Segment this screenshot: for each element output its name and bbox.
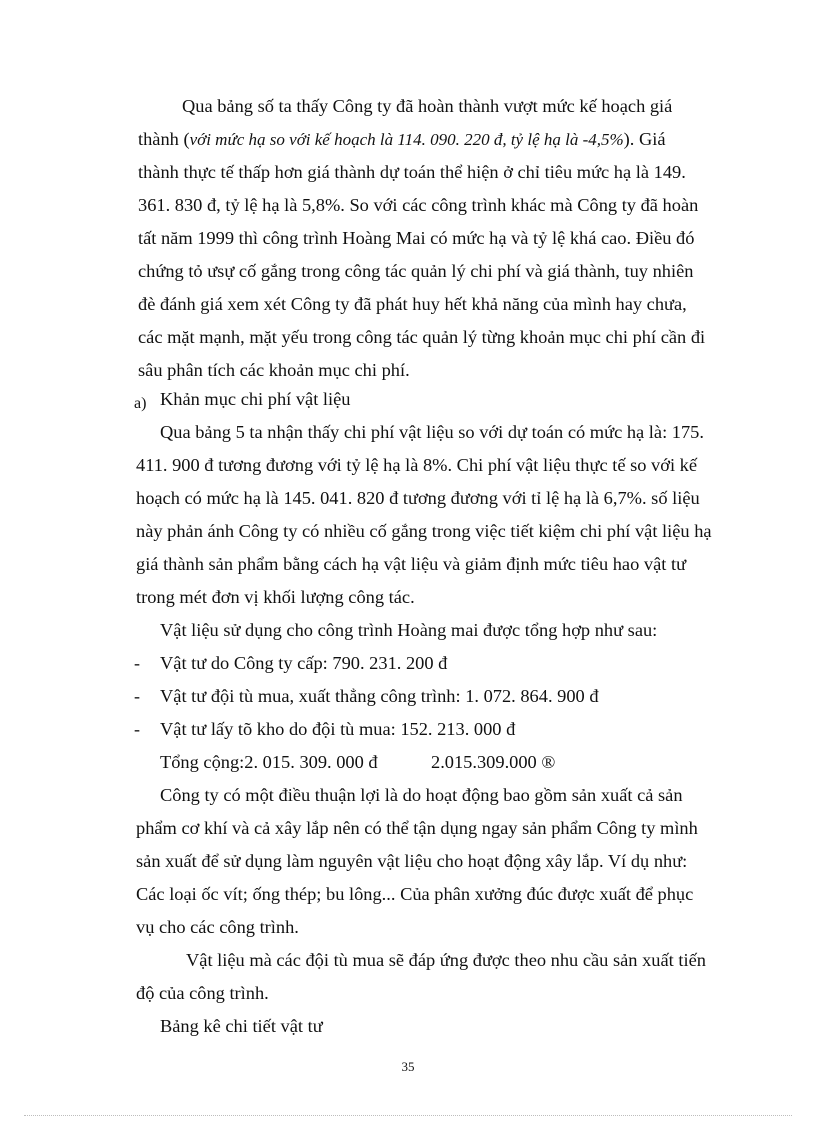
list-bullet: - — [134, 686, 140, 706]
paragraph-line: Qua bảng 5 ta nhận thấy chi phí vật liệu so với dự toán có mức hạ là: 175. — [160, 422, 704, 442]
paragraph-line: hoạch có mức hạ là 145. 041. 820 đ tương đương với tỉ lệ hạ là 6,7%. số liệu — [136, 488, 700, 508]
footer-divider — [24, 1115, 792, 1116]
paragraph-line: 361. 830 đ, tỷ lệ hạ là 5,8%. So với các công trình khác mà Công ty đã hoàn — [138, 195, 699, 215]
page-number: 35 — [401, 1059, 415, 1074]
paragraph-line: Công ty có một điều thuận lợi là do hoạt động bao gồm sản xuất cả sản — [160, 785, 683, 805]
paragraph-line: sâu phân tích các khoản mục chi phí. — [138, 360, 410, 380]
italic-phrase: với mức hạ so với kế hoạch là 114. 090. 220 đ, tỷ lệ hạ là -4,5% — [189, 130, 624, 149]
paragraph-line: thành (với mức hạ so với kế hoạch là 114. 090. 220 đ, tỷ lệ hạ là -4,5%). Giá — [138, 129, 666, 149]
paragraph-line: chứng tỏ ưsự cố gắng trong công tác quản lý chi phí và giá thành, tuy nhiên — [138, 261, 694, 281]
paragraph-line: Vật liệu sử dụng cho công trình Hoàng mai được tổng hợp như sau: — [160, 620, 658, 640]
paragraph-line: phẩm cơ khí và cả xây lắp nên có thể tận dụng ngay sản phẩm Công ty mình — [136, 818, 698, 838]
paragraph-line: giá thành sản phẩm bằng cách hạ vật liệu và giảm định mức tiêu hao vật tư — [136, 554, 687, 574]
paragraph-line: đè đánh giá xem xét Công ty đã phát huy hết khả năng của mình hay chưa, — [138, 294, 687, 314]
section-heading: Khản mục chi phí vật liệu — [160, 389, 351, 409]
list-bullet: - — [134, 653, 140, 673]
paragraph-line: các mặt mạnh, mặt yếu trong công tác quản lý từng khoản mục chi phí cần đi — [138, 327, 706, 347]
paragraph-line: Qua bảng số ta thấy Công ty đã hoàn thành vượt mức kế hoạch giá — [182, 96, 673, 116]
paragraph-line: thành thực tế thấp hơn giá thành dự toán thể hiện ở chỉ tiêu mức hạ là 149. — [138, 162, 686, 182]
list-item: Vật tư lấy tõ kho do đội tù mua: 152. 213. 000 đ — [160, 719, 516, 739]
paragraph-line: tất năm 1999 thì công trình Hoàng Mai có mức hạ và tỷ lệ khá cao. Điều đó — [138, 228, 695, 248]
list-item: Vật tư do Công ty cấp: 790. 231. 200 đ — [160, 653, 448, 673]
table-caption: Bảng kê chi tiết vật tư — [160, 1016, 323, 1036]
list-item: Vật tư đội tù mua, xuất thẳng công trình: 1. 072. 864. 900 đ — [160, 686, 599, 706]
paragraph-line: Vật liệu mà các đội tù mua sẽ đáp ứng được theo nhu cầu sản xuất tiến — [186, 950, 706, 970]
total-value: 2.015.309.000 ® — [431, 752, 556, 772]
paragraph-line: độ của công trình. — [136, 983, 269, 1003]
paragraph-line: trong mét đơn vị khối lượng công tác. — [136, 587, 415, 607]
section-label: a) — [134, 395, 147, 412]
paragraph-line: này phản ánh Công ty có nhiều cố gắng trong việc tiết kiệm chi phí vật liệu hạ — [136, 521, 712, 541]
total-line: Tổng cộng:2. 015. 309. 000 đ — [160, 752, 378, 772]
list-bullet: - — [134, 719, 140, 739]
paragraph-line: sản xuất để sử dụng làm nguyên vật liệu cho hoạt động xây lắp. Ví dụ như: — [136, 851, 688, 871]
paragraph-line: 411. 900 đ tương đương với tỷ lệ hạ là 8%. Chi phí vật liệu thực tế so với kế — [136, 455, 698, 475]
paragraph-line: Các loại ốc vít; ống thép; bu lông... Của phân xưởng đúc được xuất để phục — [136, 884, 694, 904]
paragraph-line: vụ cho các công trình. — [136, 917, 299, 937]
